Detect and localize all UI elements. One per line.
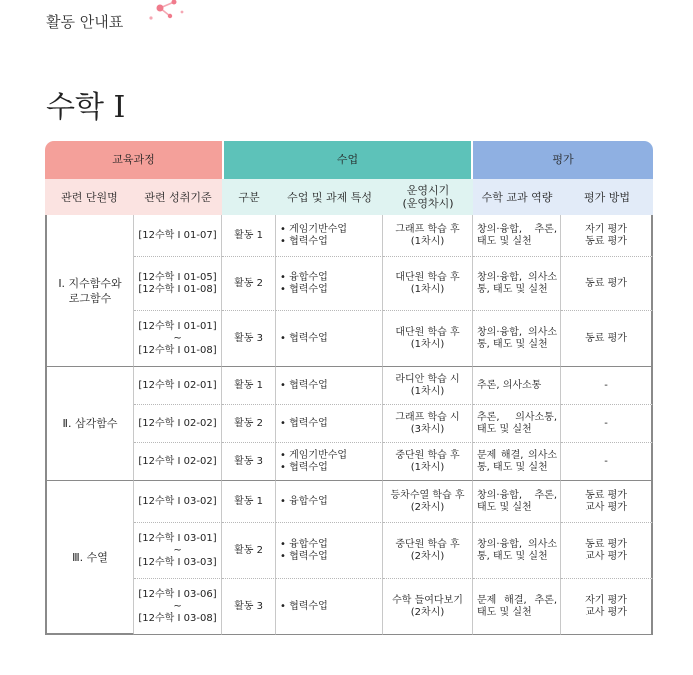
- timing-cell: [383, 367, 473, 405]
- standard-cell: [134, 367, 222, 405]
- standard-line: [12수학 I 03-01]: [138, 532, 217, 544]
- method-line: 동료 평가: [585, 277, 627, 289]
- competency-cell: 창의·융합, 추론, 태도 및 실천: [473, 481, 561, 523]
- table-row: [45, 215, 653, 257]
- method-cell: [561, 257, 653, 311]
- method-cell: [561, 405, 653, 443]
- table-row: [45, 367, 653, 405]
- feature-item: • 협력수업: [280, 601, 382, 613]
- division-cell: 활동 3: [222, 311, 276, 367]
- feature-item: • 협력수업: [280, 380, 382, 392]
- timing-line: 중단원 학습 후: [395, 538, 460, 550]
- col-method: 평가 방법: [561, 179, 653, 215]
- features-cell: [276, 523, 383, 579]
- competency-cell: 문제 해결, 추론, 태도 및 실천: [473, 579, 561, 635]
- unit-name-cell: [45, 481, 134, 635]
- standard-cell: [134, 443, 222, 481]
- page-title: 수학 I: [46, 90, 126, 125]
- features-cell: [276, 481, 383, 523]
- timing-line: (2차시): [410, 501, 445, 513]
- timing-cell: [383, 481, 473, 523]
- header-title: 활동 안내표: [46, 13, 124, 31]
- standard-line: ~: [173, 544, 182, 556]
- standard-line: [12수학 I 01-07]: [138, 229, 217, 241]
- timing-line: 대단원 학습 후: [395, 271, 460, 283]
- group-class: 수업: [222, 141, 473, 179]
- competency-cell: 창의·융합, 의사소통, 태도 및 실천: [473, 257, 561, 311]
- standard-cell: [134, 579, 222, 635]
- standard-cell: [134, 215, 222, 257]
- table-row: [45, 311, 653, 367]
- features-cell: [276, 257, 383, 311]
- method-cell: [561, 579, 653, 635]
- standard-line: ~: [173, 332, 182, 344]
- method-cell: [561, 481, 653, 523]
- features-cell: [276, 311, 383, 367]
- standard-line: [12수학 I 03-03]: [138, 556, 217, 568]
- timing-line: 수학 들여다보기: [392, 594, 463, 606]
- standard-line: [12수학 I 02-01]: [138, 379, 217, 391]
- division-cell: 활동 2: [222, 257, 276, 311]
- method-cell: [561, 523, 653, 579]
- method-line: 교사 평가: [585, 550, 627, 562]
- method-line: 자기 평가: [585, 594, 627, 606]
- standard-cell: [134, 311, 222, 367]
- timing-cell: [383, 443, 473, 481]
- timing-line: 그래프 학습 시: [395, 411, 460, 423]
- col-timing-line: (운영차시): [402, 197, 454, 210]
- col-unit: 관련 단원명: [45, 179, 134, 215]
- feature-item: • 게임기반수업: [280, 224, 382, 236]
- timing-line: 대단원 학습 후: [395, 326, 460, 338]
- unit-name-line: 로그함수: [68, 291, 112, 305]
- timing-line: (1차시): [410, 283, 445, 295]
- table-row: [45, 579, 653, 635]
- unit-name-cell: [45, 367, 134, 481]
- standard-cell: [134, 405, 222, 443]
- group-evaluation: 평가: [473, 141, 653, 179]
- col-competency: 수학 교과 역량: [473, 179, 561, 215]
- feature-item: • 융합수업: [280, 539, 382, 551]
- table-row: [45, 405, 653, 443]
- division-cell: 활동 2: [222, 523, 276, 579]
- standard-cell: [134, 523, 222, 579]
- decorative-dots: [138, 0, 198, 30]
- timing-line: (2차시): [410, 606, 445, 618]
- unit-name-line: Ⅲ. 수열: [72, 550, 108, 564]
- unit-name-line: Ⅱ. 삼각함수: [62, 417, 118, 430]
- features-cell: [276, 215, 383, 257]
- timing-line: 라디안 학습 시: [395, 373, 460, 385]
- competency-cell: 문제 해결, 의사소통, 태도 및 실천: [473, 443, 561, 481]
- table-row: [45, 523, 653, 579]
- table-row: [45, 257, 653, 311]
- standard-line: [12수학 I 02-02]: [138, 455, 217, 467]
- features-cell: [276, 367, 383, 405]
- unit-name-line: Ⅰ. 지수함수와: [58, 276, 122, 290]
- feature-item: • 협력수업: [280, 418, 382, 430]
- timing-line: (1차시): [410, 235, 445, 247]
- method-cell: [561, 311, 653, 367]
- method-line: 동료 평가: [585, 235, 627, 247]
- timing-cell: [383, 215, 473, 257]
- standard-line: [12수학 I 01-08]: [138, 344, 217, 356]
- method-line: -: [604, 455, 608, 467]
- competency-cell: 추론, 의사소통, 태도 및 실천: [473, 405, 561, 443]
- method-line: -: [604, 379, 608, 391]
- timing-line: 그래프 학습 후: [395, 223, 460, 235]
- feature-item: • 협력수업: [280, 333, 382, 345]
- competency-cell: 창의·융합, 의사소통, 태도 및 실천: [473, 523, 561, 579]
- standard-line: [12수학 I 03-08]: [138, 612, 217, 624]
- division-cell: 활동 3: [222, 443, 276, 481]
- col-timing: [383, 179, 473, 215]
- standard-line: [12수학 I 03-02]: [138, 495, 217, 507]
- col-standard: 관련 성취기준: [134, 179, 222, 215]
- timing-cell: [383, 523, 473, 579]
- method-line: 자기 평가: [585, 223, 627, 235]
- unit-name-cell: [45, 215, 134, 367]
- competency-cell: 추론, 의사소통: [473, 367, 561, 405]
- division-cell: 활동 1: [222, 215, 276, 257]
- method-line: 교사 평가: [585, 501, 627, 513]
- features-cell: [276, 405, 383, 443]
- method-cell: [561, 215, 653, 257]
- col-division: 구분: [222, 179, 276, 215]
- division-cell: 활동 1: [222, 481, 276, 523]
- feature-item: • 융합수업: [280, 496, 382, 508]
- timing-line: 중단원 학습 후: [395, 449, 460, 461]
- timing-line: (1차시): [410, 385, 445, 397]
- timing-line: (3차시): [410, 423, 445, 435]
- method-line: -: [604, 417, 608, 429]
- timing-cell: [383, 579, 473, 635]
- table-row: [45, 481, 653, 523]
- table-row: [45, 443, 653, 481]
- timing-line: (1차시): [410, 338, 445, 350]
- feature-item: • 협력수업: [280, 462, 382, 474]
- method-line: 동료 평가: [585, 489, 627, 501]
- division-cell: 활동 3: [222, 579, 276, 635]
- standard-line: ~: [173, 600, 182, 612]
- feature-item: • 협력수업: [280, 236, 382, 248]
- col-features: 수업 및 과제 특성: [276, 179, 383, 215]
- competency-cell: 창의·융합, 추론, 태도 및 실천: [473, 215, 561, 257]
- division-cell: 활동 1: [222, 367, 276, 405]
- timing-line: 등차수열 학습 후: [390, 489, 465, 501]
- timing-cell: [383, 405, 473, 443]
- standard-line: [12수학 I 02-02]: [138, 417, 217, 429]
- features-cell: [276, 579, 383, 635]
- feature-item: • 게임기반수업: [280, 450, 382, 462]
- standard-cell: [134, 257, 222, 311]
- method-line: 동료 평가: [585, 538, 627, 550]
- standard-line: [12수학 I 03-06]: [138, 588, 217, 600]
- timing-line: (1차시): [410, 461, 445, 473]
- method-line: 동료 평가: [585, 332, 627, 344]
- group-curriculum: 교육과정: [45, 141, 222, 179]
- col-timing-line: 운영시기: [406, 184, 450, 197]
- activity-table: [45, 141, 653, 635]
- method-line: 교사 평가: [585, 606, 627, 618]
- standard-line: [12수학 I 01-05]: [138, 271, 217, 283]
- standard-cell: [134, 481, 222, 523]
- competency-cell: 창의·융합, 의사소통, 태도 및 실천: [473, 311, 561, 367]
- feature-item: • 협력수업: [280, 284, 382, 296]
- feature-item: • 융합수업: [280, 272, 382, 284]
- timing-cell: [383, 311, 473, 367]
- standard-line: [12수학 I 01-01]: [138, 320, 217, 332]
- feature-item: • 협력수업: [280, 551, 382, 563]
- timing-cell: [383, 257, 473, 311]
- division-cell: 활동 2: [222, 405, 276, 443]
- method-cell: [561, 443, 653, 481]
- timing-line: (2차시): [410, 550, 445, 562]
- features-cell: [276, 443, 383, 481]
- method-cell: [561, 367, 653, 405]
- standard-line: [12수학 I 01-08]: [138, 283, 217, 295]
